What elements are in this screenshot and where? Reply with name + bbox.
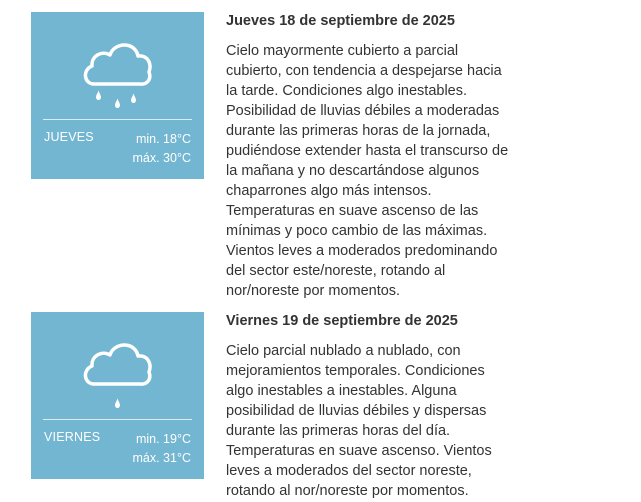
temperature-range xyxy=(133,130,192,168)
max-temperature: máx. 30°C xyxy=(132,151,191,165)
description-line: cubierto, con tendencia a despejarse hacia xyxy=(226,63,502,79)
min-temperature: min. 18°C xyxy=(135,132,191,146)
description-line: durante las primeras horas de la jornada, xyxy=(226,123,491,139)
forecast-date: Jueves 18 de septiembre de 2025 xyxy=(226,13,455,29)
day-name: VIERNES xyxy=(44,430,101,444)
min-temperature: min. 19°C xyxy=(135,432,191,446)
description-line: del sector este/noreste, rotando al xyxy=(226,263,446,279)
card-divider xyxy=(43,119,192,120)
description-line: nor/noreste por momentos. xyxy=(226,283,401,299)
description-line: Temperaturas en suave ascenso de las xyxy=(226,203,479,219)
description-line: mejoramientos temporales. Condiciones xyxy=(226,363,485,379)
cloud-drizzle-icon xyxy=(80,334,154,412)
forecast-text xyxy=(226,310,516,501)
description-line: pudiéndose extender hasta el transcurso de xyxy=(226,143,509,159)
day-name: JUEVES xyxy=(44,130,94,144)
description-line: posibilidad de lluvias débiles y dispersas xyxy=(226,403,487,419)
weather-card xyxy=(31,312,204,479)
description-line: Vientos leves a moderados predominando xyxy=(226,243,498,259)
forecast-description xyxy=(226,341,516,501)
description-line: algo inestables a inestables. Alguna xyxy=(226,383,457,399)
weather-card xyxy=(31,12,204,179)
description-line: durante las primeras horas del día. xyxy=(226,423,451,439)
description-line: Cielo mayormente cubierto a parcial xyxy=(226,43,459,59)
description-line: leves a moderados del sector noreste, xyxy=(226,463,472,479)
description-line: Cielo parcial nublado a nublado, con xyxy=(226,343,461,359)
description-line: chaparrones algo más intensos. xyxy=(226,183,432,199)
temperature-range xyxy=(133,430,192,468)
description-line: Posibilidad de lluvias débiles a moderadas xyxy=(226,103,500,119)
forecast-description xyxy=(226,41,516,301)
forecast-date: Viernes 19 de septiembre de 2025 xyxy=(226,313,458,329)
description-line: la mañana y no descartándose algunos xyxy=(226,163,480,179)
description-line: Temperaturas en suave ascenso. Vientos xyxy=(226,443,492,459)
description-line: mínimas y poco cambio de las máximas. xyxy=(226,223,488,239)
card-divider xyxy=(43,419,192,420)
forecast-text xyxy=(226,10,516,301)
max-temperature: máx. 31°C xyxy=(132,451,191,465)
description-line: rotando al nor/noreste por momentos. xyxy=(226,483,469,499)
description-line: la tarde. Condiciones algo inestables. xyxy=(226,83,468,99)
cloud-showers-icon xyxy=(80,34,154,112)
